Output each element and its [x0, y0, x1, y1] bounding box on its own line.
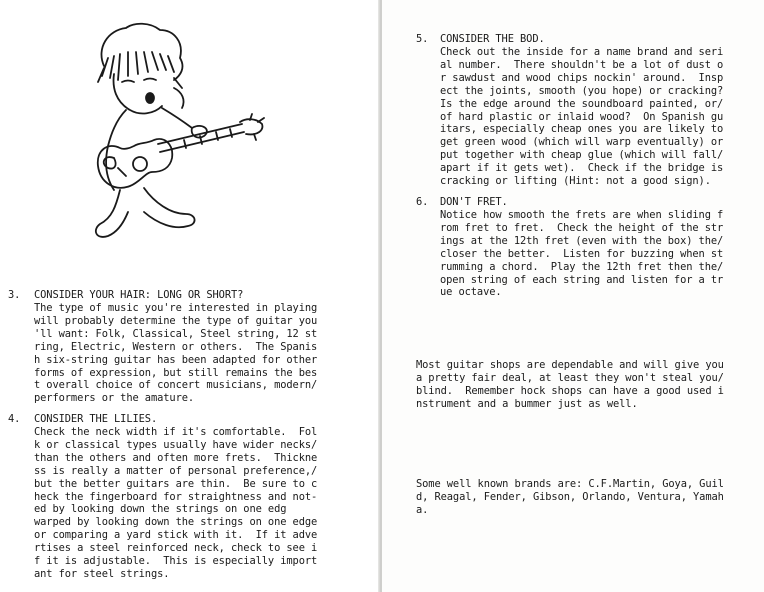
- right-page: [382, 0, 764, 592]
- text-line: blind. Remember hock shops can have a good used i: [416, 384, 724, 397]
- guitar-player-illustration: [74, 18, 294, 258]
- section-6-title: DON'T FRET.: [440, 196, 508, 208]
- section-3-title: CONSIDER YOUR HAIR: LONG OR SHORT?: [34, 289, 244, 301]
- section-5-body: [440, 46, 723, 188]
- text-line: k or classical types usually have wider necks/: [34, 438, 318, 451]
- text-line: closer the better. Listen for buzzing when st: [440, 247, 724, 260]
- text-line: of hard plastic or inlaid wood? On Spanish gu: [440, 110, 724, 123]
- text-line: rtises a steel reinforced neck, check to see i: [34, 542, 318, 555]
- text-line: ect the joints, smooth (you hope) or cracking?: [440, 84, 724, 97]
- text-line: Check the neck width if it's comfortable. Fol: [34, 426, 318, 438]
- text-line: h six-string guitar has been adapted for other: [34, 353, 318, 366]
- section-5-title: CONSIDER THE BOD.: [440, 33, 545, 45]
- text-line: ed by looking down the strings on one edg: [34, 503, 287, 516]
- text-line: ss is really a matter of personal preference,/: [34, 464, 318, 477]
- text-line: ue octave.: [440, 286, 502, 299]
- text-line: or comparing a yard stick with it. If it adve: [34, 529, 318, 542]
- text-line: get green wood (which will warp eventually) or: [440, 136, 724, 149]
- text-line: nstrument and a bummer just as well.: [416, 397, 638, 410]
- text-line: open string of each string and listen for a tr: [440, 273, 724, 286]
- section-4-body: [34, 426, 317, 581]
- text-line: Some well known brands are: C.F.Martin, Goya, Guil: [416, 478, 724, 490]
- text-line: put together with cheap glue (which will fall/: [440, 149, 724, 162]
- text-line: t overall choice of concert musicians, modern/: [34, 379, 318, 392]
- text-line: rumming a chord. Play the 12th fret then the/: [440, 260, 724, 273]
- text-line: Check out the inside for a name brand and seri: [440, 46, 724, 58]
- text-line: apart if it gets wet). Check if the bridge is: [440, 162, 724, 175]
- text-line: a.: [416, 503, 429, 516]
- text-line: d, Reagal, Fender, Gibson, Orlando, Ventura, Yamah: [416, 490, 724, 503]
- section-6-number: 6.: [416, 196, 429, 208]
- text-line: r sawdust and wood chips nockin' around. Insp: [440, 71, 724, 84]
- text-line: warped by looking down the strings on one edge: [34, 516, 318, 529]
- left-page: [0, 0, 380, 592]
- section-5-number: 5.: [416, 33, 429, 45]
- text-line: itars, especially cheap ones you are likely to: [440, 123, 724, 136]
- text-line: than the others and often more frets. Thickne: [34, 451, 318, 464]
- text-line: ring, Electric, Western or others. The Spanis: [34, 340, 318, 353]
- section-4-title: CONSIDER THE LILIES.: [34, 413, 158, 425]
- section-6-body: [440, 209, 723, 299]
- text-line: ant for steel strings.: [34, 567, 170, 580]
- section-3-number: 3.: [8, 289, 21, 301]
- section-4-number: 4.: [8, 413, 21, 425]
- text-line: The type of music you're interested in playing: [34, 302, 318, 314]
- text-line: Is the edge around the soundboard painted, or/: [440, 97, 724, 110]
- text-line: Most guitar shops are dependable and will give you: [416, 359, 724, 371]
- guitar-shops-paragraph: [416, 359, 724, 411]
- text-line: 'll want: Folk, Classical, Steel string, 12 st: [34, 327, 318, 340]
- text-line: rom fret to fret. Check the height of the str: [440, 221, 724, 234]
- text-line: but the better guitars are thin. Be sure to c: [34, 477, 318, 490]
- section-3-body: [34, 302, 317, 405]
- text-line: will probably determine the type of guitar you: [34, 314, 318, 327]
- text-line: cracking or lifting (Hint: not a good sign).: [440, 175, 711, 188]
- text-line: heck the fingerboard for straightness and not-: [34, 490, 318, 503]
- text-line: al number. There shouldn't be a lot of dust o: [440, 58, 724, 71]
- text-line: a pretty fair deal, at least they won't steal you/: [416, 371, 724, 384]
- text-line: f it is adjustable. This is especially import: [34, 555, 318, 568]
- text-line: Notice how smooth the frets are when sliding f: [440, 209, 724, 221]
- text-line: ings at the 12th fret (even with the box) the/: [440, 234, 724, 247]
- brands-paragraph: [416, 478, 724, 517]
- text-line: performers or the amature.: [34, 392, 195, 405]
- text-line: forms of expression, but still remains the bes: [34, 366, 318, 379]
